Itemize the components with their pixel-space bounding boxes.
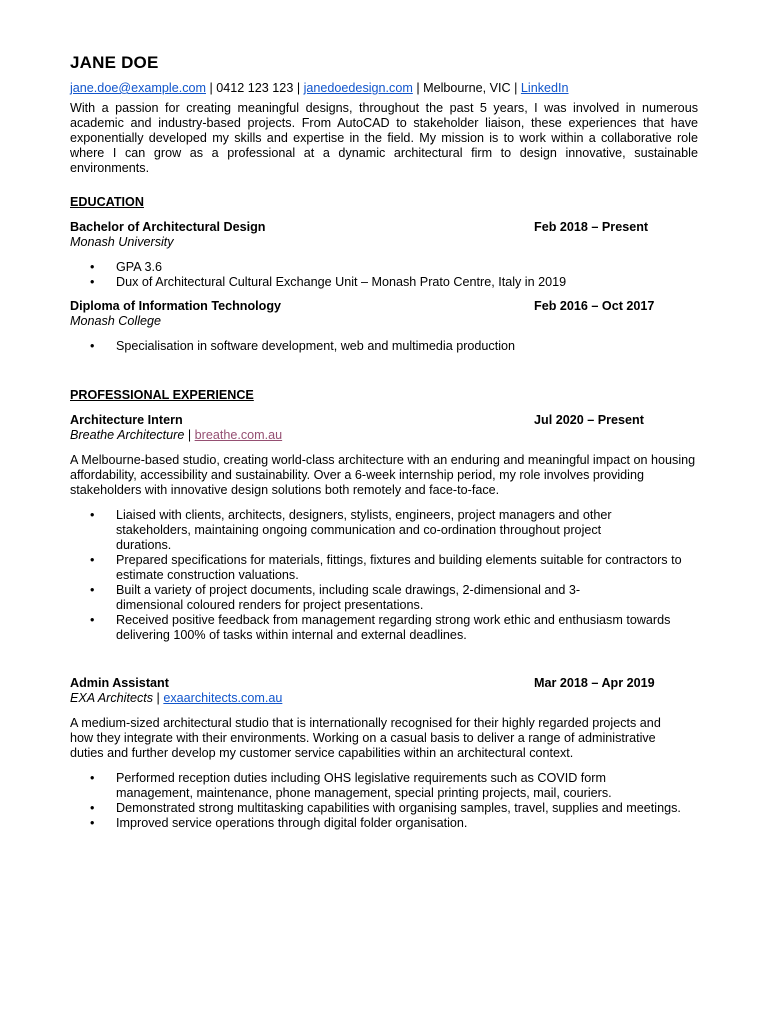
entry-header: [70, 676, 698, 691]
role-description: A medium-sized architectural studio that is internationally recognised for their highly regarded projects and how they integrate with their environments. Working on a casual basis to deliver a range of administrative duties and further develop my customer service capabilities within an architectural context.: [70, 716, 661, 760]
entry-dates: Mar 2018 – Apr 2019: [534, 676, 655, 690]
company-link[interactable]: exaarchitects.com.au: [163, 691, 283, 705]
institution: Monash College: [70, 314, 162, 328]
education-entry: [70, 220, 698, 290]
degree-title: Bachelor of Architectural Design: [70, 220, 266, 234]
separator: |: [412, 81, 424, 95]
separator: |: [293, 81, 304, 95]
entry-dates: Feb 2018 – Present: [534, 220, 649, 234]
role-description: A Melbourne-based studio, creating world-class architecture with an enduring and meaningful impact on housing affordability, accessibility and sustainability. Over a 6-week internship period, my role involves providing stakeholders with innovative design solutions both remotely and face-to-face.: [70, 453, 696, 497]
entry-header: [70, 220, 698, 235]
separator: |: [184, 428, 195, 442]
email-link[interactable]: jane.doe@example.com: [70, 81, 206, 95]
company-link[interactable]: breathe.com.au: [194, 428, 283, 442]
education-heading: EDUCATION: [70, 195, 144, 209]
bullet-list: [70, 771, 698, 831]
experience-entry: [70, 413, 698, 643]
list-item: • Performed reception duties including OHS legislative requirements such as COVID form management, maintenance, phone management, special printing projects, mail, couriers.: [90, 771, 612, 800]
bullet-list: [70, 339, 698, 354]
bullet-icon: •: [90, 816, 95, 830]
phone-number: 0412 123 123: [216, 81, 294, 95]
list-item: • GPA 3.6: [90, 260, 162, 274]
degree-title: Diploma of Information Technology: [70, 299, 282, 313]
bullet-icon: •: [90, 613, 95, 627]
company-name: EXA Architects: [70, 691, 154, 705]
candidate-name: JANE DOE: [70, 53, 159, 72]
education-entry: [70, 299, 698, 354]
institution: Monash University: [70, 235, 174, 249]
bullet-icon: •: [90, 583, 95, 597]
entry-header: [70, 413, 698, 428]
list-item: • Built a variety of project documents, including scale drawings, 2-dimensional and 3-dimensional coloured renders for project presentations.: [90, 583, 581, 612]
list-item: • Dux of Architectural Cultural Exchange Unit – Monash Prato Centre, Italy in 2019: [90, 275, 567, 289]
contact-line: [70, 81, 698, 96]
list-item: • Improved service operations through digital folder organisation.: [90, 816, 468, 830]
separator: |: [153, 691, 164, 705]
list-item: • Liaised with clients, architects, designers, stylists, engineers, project managers and other stakeholders, maintaining ongoing communication and co-ordination throughout project durations.: [90, 508, 612, 552]
website-link[interactable]: janedoedesign.com: [303, 81, 413, 95]
separator: |: [206, 81, 217, 95]
bullet-icon: •: [90, 275, 95, 289]
entry-dates: Jul 2020 – Present: [534, 413, 644, 427]
role-title: Architecture Intern: [70, 413, 183, 427]
entry-dates: Feb 2016 – Oct 2017: [534, 299, 655, 313]
list-item: • Demonstrated strong multitasking capabilities with organising samples, travel, supplies and meetings.: [90, 801, 681, 815]
bullet-icon: •: [90, 771, 95, 785]
separator: |: [510, 81, 521, 95]
bullet-list: [70, 260, 698, 290]
bullet-list: [70, 508, 698, 643]
linkedin-link[interactable]: LinkedIn: [520, 81, 569, 95]
list-item: • Received positive feedback from management regarding strong work ethic and enthusiasm towards delivering 100% of tasks within internal and external deadlines.: [90, 613, 671, 642]
list-item: • Specialisation in software development, web and multimedia production: [90, 339, 516, 353]
entry-header: [70, 299, 698, 314]
bullet-icon: •: [90, 339, 95, 353]
role-title: Admin Assistant: [70, 676, 169, 690]
bullet-icon: •: [90, 508, 95, 522]
location: Melbourne, VIC: [423, 81, 511, 95]
company-name: Breathe Architecture: [70, 428, 185, 442]
experience-heading: PROFESSIONAL EXPERIENCE: [70, 388, 254, 402]
profile-summary: With a passion for creating meaningful designs, throughout the past 5 years, I was involved in numerous academic and industry-based projects. From AutoCAD to stakeholder liaison, these experiences that have exponentially developed my skills and expertise in the field. My mission is to work within a collaborative role where I can grow as a professional at a dynamic architectural firm to design innovative, sustainable environments.: [70, 101, 698, 175]
company-line: [70, 428, 698, 443]
list-item: • Prepared specifications for materials, fittings, fixtures and building elements suitable for contractors to estimate construction valuations.: [90, 553, 682, 582]
bullet-icon: •: [90, 801, 95, 815]
company-line: [70, 691, 698, 706]
bullet-icon: •: [90, 553, 95, 567]
bullet-icon: •: [90, 260, 95, 274]
experience-entry: [70, 676, 698, 831]
